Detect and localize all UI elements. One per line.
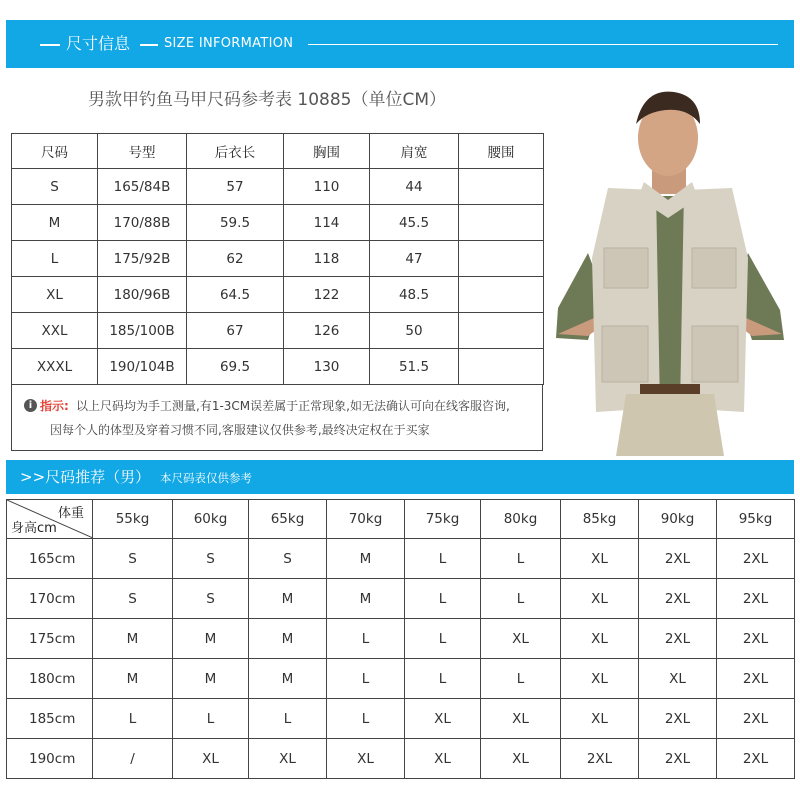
recommend-size-cell: L	[405, 619, 481, 659]
header-model: 号型	[98, 134, 187, 169]
recommend-size-cell: 2XL	[639, 699, 717, 739]
size-cell	[459, 241, 544, 277]
header-back-length: 后衣长	[187, 134, 284, 169]
banner-rule	[308, 44, 778, 45]
size-chart-title: 男款甲钓鱼马甲尺码参考表 10885（单位CM）	[88, 90, 447, 110]
recommend-size-cell: L	[173, 699, 249, 739]
recommend-size-cell: XL	[405, 739, 481, 779]
recommend-size-cell: S	[249, 539, 327, 579]
recommend-size-cell: XL	[639, 659, 717, 699]
recommend-size-cell: M	[249, 579, 327, 619]
recommend-size-cell: L	[481, 539, 561, 579]
recommend-size-cell: M	[249, 659, 327, 699]
size-cell: 122	[284, 277, 370, 313]
recommend-size-cell: M	[173, 659, 249, 699]
recommend-size-cell: M	[327, 539, 405, 579]
weight-header: 70kg	[327, 500, 405, 539]
corner-height-label: 身高cm	[11, 521, 57, 536]
size-recommend-table	[6, 499, 795, 779]
size-cell: 170/88B	[98, 205, 187, 241]
size-cell: 175/92B	[98, 241, 187, 277]
size-cell: L	[12, 241, 98, 277]
weight-header: 85kg	[561, 500, 639, 539]
size-cell	[459, 205, 544, 241]
size-cell: 64.5	[187, 277, 284, 313]
recommend-size-cell: 2XL	[561, 739, 639, 779]
size-cell: 114	[284, 205, 370, 241]
size-cell: 50	[370, 313, 459, 349]
recommend-size-cell: 2XL	[717, 659, 795, 699]
weight-header: 90kg	[639, 500, 717, 539]
weight-header: 95kg	[717, 500, 795, 539]
size-cell: 67	[187, 313, 284, 349]
header-waist: 腰围	[459, 134, 544, 169]
recommend-row	[7, 699, 795, 739]
banner-title: 尺寸信息	[66, 34, 131, 53]
size-row	[12, 169, 544, 205]
size-cell: XXXL	[12, 349, 98, 385]
size-cell: 59.5	[187, 205, 284, 241]
size-cell: 45.5	[370, 205, 459, 241]
recommend-size-cell: 2XL	[717, 699, 795, 739]
banner-subtitle: SIZE INFORMATION	[164, 36, 294, 51]
size-cell: 180/96B	[98, 277, 187, 313]
weight-header: 60kg	[173, 500, 249, 539]
size-cell: 165/84B	[98, 169, 187, 205]
recommend-size-cell: S	[93, 539, 173, 579]
size-cell: 62	[187, 241, 284, 277]
recommend-size-cell: XL	[405, 699, 481, 739]
recommend-size-cell: 2XL	[639, 619, 717, 659]
recommend-size-cell: 2XL	[717, 739, 795, 779]
recommend-size-cell: 2XL	[717, 619, 795, 659]
size-cell: 190/104B	[98, 349, 187, 385]
recommend-size-cell: L	[405, 659, 481, 699]
size-cell	[459, 313, 544, 349]
size-cell: 69.5	[187, 349, 284, 385]
size-row	[12, 349, 544, 385]
recommend-size-cell: XL	[481, 739, 561, 779]
header-size: 尺码	[12, 134, 98, 169]
recommend-size-cell: M	[93, 659, 173, 699]
weight-header: 75kg	[405, 500, 481, 539]
size-row	[12, 205, 544, 241]
size-cell: 110	[284, 169, 370, 205]
recommend-row	[7, 659, 795, 699]
size-cell: M	[12, 205, 98, 241]
banner-dash-right	[140, 44, 158, 46]
recommend-size-cell: 2XL	[717, 579, 795, 619]
size-cell: 126	[284, 313, 370, 349]
size-recommend-banner	[6, 460, 794, 494]
corner-weight-label: 体重	[57, 506, 84, 521]
recommend-size-cell: S	[173, 539, 249, 579]
size-cell: 48.5	[370, 277, 459, 313]
recommend-header-row	[7, 500, 795, 539]
recommend-size-cell: XL	[561, 539, 639, 579]
recommend-row	[7, 539, 795, 579]
size-cell: 185/100B	[98, 313, 187, 349]
size-cell: 47	[370, 241, 459, 277]
size-table-header	[12, 134, 544, 169]
recommend-row	[7, 739, 795, 779]
recommend-row	[7, 579, 795, 619]
recommend-size-cell: XL	[561, 659, 639, 699]
note-line-1: 以上尺码均为手工测量,有1-3CM误差属于正常现象,如无法确认可向在线客服咨询,	[76, 399, 510, 413]
model-photo	[548, 78, 790, 456]
note-label: 指示:	[40, 399, 69, 413]
height-header: 170cm	[7, 579, 93, 619]
recommend-size-cell: L	[249, 699, 327, 739]
recommend-size-cell: XL	[481, 699, 561, 739]
weight-header: 80kg	[481, 500, 561, 539]
height-header: 175cm	[7, 619, 93, 659]
recommend-size-cell: L	[327, 699, 405, 739]
recommend-size-cell: XL	[561, 579, 639, 619]
size-row	[12, 277, 544, 313]
height-header: 165cm	[7, 539, 93, 579]
height-header: 180cm	[7, 659, 93, 699]
recommend-size-cell: L	[327, 659, 405, 699]
size-row	[12, 313, 544, 349]
recommend-size-cell: XL	[173, 739, 249, 779]
info-icon: i	[24, 399, 37, 412]
size-cell: XL	[12, 277, 98, 313]
weight-header: 65kg	[249, 500, 327, 539]
recommend-row	[7, 619, 795, 659]
recommend-size-cell: 2XL	[639, 539, 717, 579]
height-header: 185cm	[7, 699, 93, 739]
banner-dash-left	[40, 44, 60, 46]
size-info-banner	[6, 20, 794, 68]
recommend-size-cell: L	[481, 579, 561, 619]
recommend-size-cell: L	[93, 699, 173, 739]
note-line-2: 因每个人的体型及穿着习惯不同,客服建议仅供参考,最终决定权在于买家	[50, 423, 430, 437]
recommend-size-cell: XL	[327, 739, 405, 779]
size-cell: 118	[284, 241, 370, 277]
size-table	[11, 133, 544, 385]
recommend-size-cell: XL	[561, 619, 639, 659]
recommend-subtitle: 本尺码表仅供参考	[160, 471, 252, 485]
recommend-size-cell: 2XL	[639, 739, 717, 779]
corner-cell	[7, 500, 93, 539]
weight-header: 55kg	[93, 500, 173, 539]
recommend-size-cell: M	[173, 619, 249, 659]
height-header: 190cm	[7, 739, 93, 779]
size-cell: S	[12, 169, 98, 205]
size-cell	[459, 349, 544, 385]
recommend-size-cell: XL	[481, 619, 561, 659]
size-cell: 130	[284, 349, 370, 385]
recommend-size-cell: 2XL	[717, 539, 795, 579]
size-cell: 44	[370, 169, 459, 205]
recommend-size-cell: S	[93, 579, 173, 619]
recommend-size-cell: L	[327, 619, 405, 659]
recommend-size-cell: 2XL	[639, 579, 717, 619]
recommend-title: >>尺码推荐（男）	[20, 468, 151, 486]
measurement-note	[11, 385, 543, 451]
size-row	[12, 241, 544, 277]
recommend-size-cell: XL	[561, 699, 639, 739]
size-cell	[459, 277, 544, 313]
recommend-size-cell: L	[405, 579, 481, 619]
recommend-size-cell: S	[173, 579, 249, 619]
recommend-size-cell: M	[327, 579, 405, 619]
recommend-size-cell: L	[481, 659, 561, 699]
recommend-size-cell: M	[93, 619, 173, 659]
size-cell: XXL	[12, 313, 98, 349]
size-cell: 51.5	[370, 349, 459, 385]
header-shoulder: 肩宽	[370, 134, 459, 169]
size-cell: 57	[187, 169, 284, 205]
recommend-size-cell: M	[249, 619, 327, 659]
recommend-size-cell: /	[93, 739, 173, 779]
recommend-size-cell: L	[405, 539, 481, 579]
size-cell	[459, 169, 544, 205]
recommend-size-cell: XL	[249, 739, 327, 779]
header-chest: 胸围	[284, 134, 370, 169]
